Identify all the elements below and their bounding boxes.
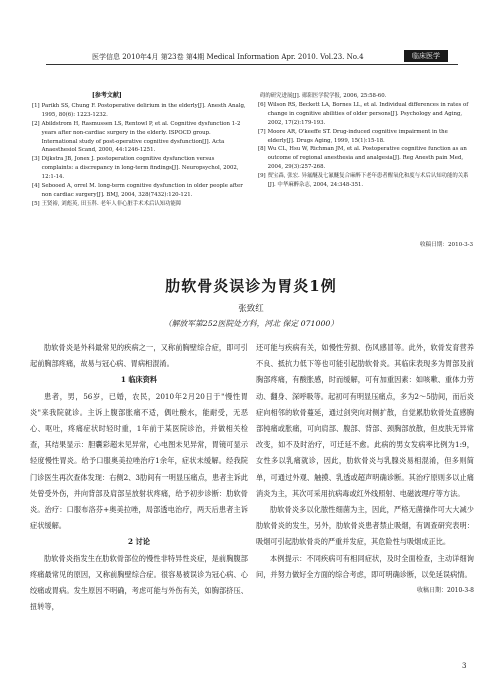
page-number: 3 bbox=[462, 662, 467, 670]
intro-paragraph: 肋软骨炎是外科最常见的疾病之一，又称前胸壁综合症，即可引起前胸部疼痛，故易与冠心病、胃病相混淆。 bbox=[30, 343, 248, 369]
case-paragraph: 患者，男，56岁，已婚，农民，2010年2月20日于"慢性胃炎"来我院就诊。主诉上腹部胀痛不适，偶吐酸水，能耐受，无恶心、呕吐，疼痛症状时轻时重，1年前于某医院诊治，并做相关检查，其结果显示：胆囊彩超未见异常，心电图未见异常，胃镜可显示轻度慢性胃炎。给予口服奥美拉唑治疗1余年，症状未缓解。经我院门诊医生再次查体发现：右侧2、3肋间有一明显压痛点，患者主诉此处曾受外伤，并向背部及肩部呈放射状疼痛，给予初步诊断：肋软骨炎。治疗：口服布洛芬+奥美拉唑，局部透电治疗，两天后患者主诉症状缓解。 bbox=[30, 391, 248, 531]
discussion-paragraph: 肋软骨炎多以化脓性细菌为主，因此，严格无菌操作可大大减少肋软骨炎的发生，另外，肋软骨炎患者禁止吸烟，有调查研究表明：吸烟可引起肋软骨炎的严重并发症，其危险性与吸烟成正比。 bbox=[256, 505, 474, 547]
conclusion-paragraph: 本例提示：不同疾病可有相同症状，及时全面检查，主动详细询问，并努力做好全方面的综合考虑，即可明确诊断，以免延误病情。 bbox=[256, 553, 474, 579]
reference-number: [4] bbox=[32, 183, 40, 190]
reference-item bbox=[32, 102, 247, 120]
reference-text: 贾宝森, 张宏. 异氟醚及七氟醚复合麻醉下老年患者醒氧化和度与术后认知功能的关系[J]. 中华麻醉杂志, 2004, 24:348-351. bbox=[267, 173, 469, 189]
references-right bbox=[258, 92, 476, 190]
discussion-paragraph: 肋软骨炎指发生在肋软骨部位的慢性非特异性炎症，是前胸腹部疼痛最常见的原因，又称前胸壁综合症。很容易被误诊为冠心病、心绞痛或胃病。发生原因不明确，考虑可能与外伤有关，如胸部挤压、扭转等， bbox=[30, 553, 248, 612]
reference-text: Dijkstra JB, Jonex J. postoperation cognitive dysfunction versus complaints: a discrepancy in long-term findings[J]. Neuropsychol, 2002, 12:1-14. bbox=[41, 156, 239, 181]
journal-info: 医学信息 2010年4月 第23卷 第4期 Medical Information Apr. 2010. Vol.23. No.4 bbox=[92, 53, 364, 61]
page-header bbox=[0, 50, 502, 66]
reference-text: Wu CL, Hsu W, Richman JM, et al. Postoperative cognitive function as an outcome of regional anesthesia and analgesia[J]. Reg Anesth pain Med, 2004, 29(3):257-268. bbox=[267, 146, 467, 171]
reference-item bbox=[258, 145, 476, 172]
body-right-column bbox=[256, 340, 474, 599]
reference-text: Parikh SS, Chung F. Postoperative delirium in the elderly[J]. Anesth Analg, 1995, 80(6): 1223-1232. bbox=[41, 102, 246, 118]
discussion-paragraph: 还可能与疾病有关，如慢性劳损、伤风感冒等。此外，软骨发育营养不良、抵抗力低下等也可能引起肋软骨炎。其临床表现多为胃部及前胸部疼痛，有酸胀感，时而缓解，可有加重因素：如咳嗽、重体力劳动、翻身、深呼吸等。起初可有明显压痛点，多为2～5肋间，而后炎症向相邻的软骨蔓延，通过剑突向对侧扩散，自觉累肋软骨处直感胸部钝痛或胀痛，可向肩部、腹部、背部、颈胸部放散，但皮肤无异常改变，如不及时治疗，可迁延不愈。此病的男女发病率比例为1:9，女性多以乳痛就诊，因此，肋软骨炎与乳腺炎易相混淆，但多则简单，可通过外观、触摸、乳透或超声明确诊断。其治疗原则多以止痛消炎为主，其次可采用抗病毒或红外线照射、电磁波理疗等方法。 bbox=[256, 343, 474, 498]
received-date: 收稿日期：2010-3-8 bbox=[417, 587, 474, 595]
received-date: 收稿日期：2010-3-3 bbox=[420, 242, 474, 248]
reference-item bbox=[32, 155, 247, 182]
reference-text: Wilson RS, Beckett LA, Bornes LL, et al. Individual differences in rates of change in cognitive abilities of older persons[J]. Psychology and Aging, 2002, 17(2):179-193. bbox=[267, 101, 469, 126]
references-left bbox=[32, 92, 247, 209]
article-affiliation: （解放军第252医院处方科，河北 保定 071000） bbox=[163, 319, 339, 328]
section-tag: 临床医学 bbox=[404, 50, 448, 62]
reference-item bbox=[258, 172, 476, 190]
reference-text: 碍的研究进展[J]. 郧阳医学院学报, 2006, 25:58-60. bbox=[260, 93, 387, 99]
reference-number: [9] bbox=[258, 173, 266, 180]
reference-item bbox=[32, 182, 247, 200]
header-rule bbox=[46, 64, 458, 65]
article-author: 张致红 bbox=[238, 304, 264, 314]
reference-number: [1] bbox=[32, 102, 40, 109]
reference-number: [6] bbox=[258, 101, 266, 108]
reference-number: [3] bbox=[32, 156, 40, 163]
section-heading: 1 临床资料 bbox=[120, 375, 158, 385]
section-heading: 2 讨论 bbox=[128, 537, 150, 547]
reference-item bbox=[258, 101, 476, 128]
reference-item bbox=[32, 120, 247, 156]
reference-number: [5] bbox=[32, 200, 40, 207]
reference-item bbox=[258, 92, 476, 101]
reference-text: Sebooed A, orrel M. long-term cognitive dysfunction in older people after non cardiac surgery[J]. BMJ, 2004, 328(7432):120-121. bbox=[41, 183, 243, 198]
body-left-column bbox=[30, 340, 248, 615]
reference-text: Moore AR, O'keeffe ST. Drug-induced cognitive impairment in the elderly[J]. Drugs Aging, 1999, 15(1):15-18. bbox=[267, 128, 448, 144]
reference-text: Abildstrom H, Rasmussen LS, Rentowl P, et al. Cognitive dysfunction 1-2 years after non-cardiac surgery in the elderly. ISPOCD group. International study of post-operative cognitive dysfunction[J]. Acta Anaesthesiol Scand, 2000, 44:1246-1251. bbox=[41, 120, 241, 154]
reference-number: [8] bbox=[258, 146, 266, 153]
reference-number: [7] bbox=[258, 128, 266, 135]
references-heading: [参考文献] bbox=[92, 92, 122, 99]
reference-number: [2] bbox=[32, 120, 40, 127]
article-title: 肋软骨炎误诊为胃炎1例 bbox=[165, 277, 337, 295]
reference-item bbox=[32, 200, 247, 209]
reference-text: 王贤裕, 刘彪英, 田玉科. 老年人非心脏手术术后认知功能障 bbox=[41, 200, 182, 207]
reference-item bbox=[258, 128, 476, 146]
